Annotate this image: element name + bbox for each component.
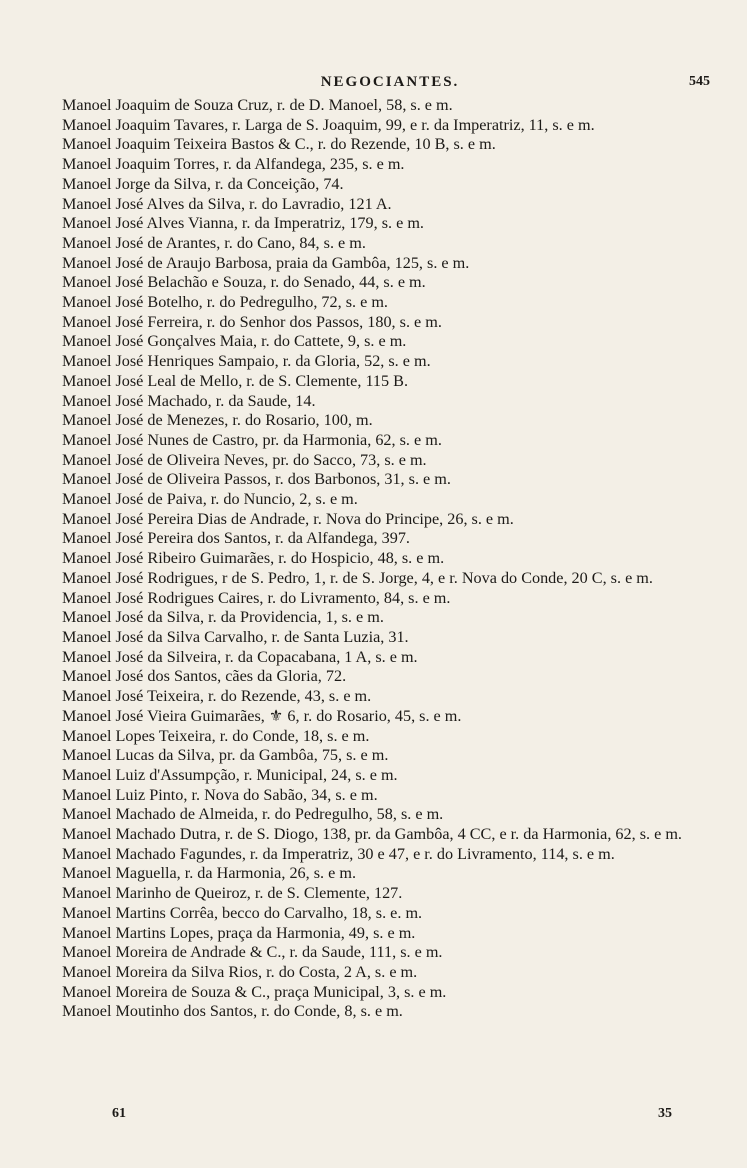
list-item: Manoel Joaquim Torres, r. da Alfandega, 235, s. e m.: [62, 155, 405, 174]
list-item: Manoel José Alves da Silva, r. do Lavradio, 121 A.: [62, 194, 392, 213]
list-item: Manoel José Nunes de Castro, pr. da Harmonia, 62, s. e m.: [62, 430, 442, 449]
list-item: Manoel José da Silveira, r. da Copacabana, 1 A, s. e m.: [62, 647, 418, 666]
list-item: Manoel José Leal de Mello, r. de S. Clemente, 115 B.: [62, 371, 409, 390]
page-header: [70, 74, 710, 96]
list-item: Manoel José Botelho, r. do Pedregulho, 72, s. e m.: [62, 293, 388, 312]
list-item: Manoel José Ribeiro Guimarães, r. do Hospicio, 48, s. e m.: [62, 549, 445, 568]
list-item: Manoel Jorge da Silva, r. da Conceição, 74.: [62, 174, 344, 193]
list-item: Manoel José Alves Vianna, r. da Imperatriz, 179, s. e m.: [62, 214, 424, 233]
list-item: Manoel Machado de Almeida, r. do Pedregulho, 58, s. e m.: [62, 805, 444, 824]
list-item: Manoel Maguella, r. da Harmonia, 26, s. e m.: [62, 864, 356, 883]
list-item: Manoel Lopes Teixeira, r. do Conde, 18, s. e m.: [62, 726, 370, 745]
list-item: Manoel José da Silva, r. da Providencia, 1, s. e m.: [62, 608, 384, 627]
list-item: Manoel Moreira de Andrade & C., r. da Saude, 111, s. e m.: [62, 943, 443, 962]
list-item: Manoel Luiz d'Assumpção, r. Municipal, 24, s. e m.: [62, 765, 398, 784]
list-item: Manoel Joaquim de Souza Cruz, r. de D. Manoel, 58, s. e m.: [62, 96, 453, 114]
list-item: Manoel José Ferreira, r. do Senhor dos Passos, 180, s. e m.: [62, 312, 442, 331]
list-item: Manoel José Henriques Sampaio, r. da Gloria, 52, s. e m.: [62, 352, 431, 371]
list-item: Manoel José Pereira Dias de Andrade, r. Nova do Principe, 26, s. e m.: [62, 509, 514, 528]
list-item: Manoel José Rodrigues, r de S. Pedro, 1, r. de S. Jorge, 4, e r. Nova do Conde, 20 C, s. e m.: [62, 568, 653, 587]
list-item: Manoel Moutinho dos Santos, r. do Conde, 8, s. e m.: [62, 1002, 403, 1021]
list-item: Manoel Moreira de Souza & C., praça Municipal, 3, s. e m.: [62, 982, 447, 1001]
list-item: Manoel Luiz Pinto, r. Nova do Sabão, 34, s. e m.: [62, 785, 378, 804]
list-item: Manoel José de Araujo Barbosa, praia da Gambôa, 125, s. e m.: [62, 253, 470, 272]
list-item: Manoel Lucas da Silva, pr. da Gambôa, 75, s. e m.: [62, 746, 389, 765]
page-number: 545: [689, 74, 710, 89]
directory-list: [62, 96, 702, 1022]
list-item: Manoel José de Oliveira Neves, pr. do Sacco, 73, s. e m.: [62, 450, 427, 469]
list-item: Manoel Moreira da Silva Rios, r. do Costa, 2 A, s. e m.: [62, 962, 418, 981]
list-item: Manoel José da Silva Carvalho, r. de Santa Luzia, 31.: [62, 627, 409, 646]
list-item: Manoel José de Menezes, r. do Rosario, 100, m.: [62, 411, 373, 430]
list-item: Manoel Martins Corrêa, becco do Carvalho, 18, s. e. m.: [62, 903, 423, 922]
footer-number: 35: [658, 1106, 672, 1121]
list-item: Manoel José Machado, r. da Saude, 14.: [62, 391, 316, 410]
list-item: Manoel José Pereira dos Santos, r. da Alfandega, 397.: [62, 529, 410, 548]
list-item: Manoel José Rodrigues Caires, r. do Livramento, 84, s. e m.: [62, 588, 451, 607]
list-item: Manoel José Vieira Guimarães, ⚜ 6, r. do Rosario, 45, s. e m.: [62, 706, 462, 725]
page-footer: [112, 1106, 672, 1126]
signature-mark: 61: [112, 1106, 126, 1121]
list-item: Manoel Joaquim Teixeira Bastos & C., r. do Rezende, 10 B, s. e m.: [62, 135, 496, 154]
list-item: Manoel Joaquim Tavares, r. Larga de S. Joaquim, 99, e r. da Imperatriz, 11, s. e m.: [62, 115, 595, 134]
list-item: Manoel José Gonçalves Maia, r. do Cattete, 9, s. e m.: [62, 332, 407, 351]
list-item: Manoel Machado Dutra, r. de S. Diogo, 138, pr. da Gambôa, 4 CC, e r. da Harmonia, 62, s. e m.: [62, 825, 682, 844]
list-item: Manoel José de Paiva, r. do Nuncio, 2, s. e m.: [62, 490, 358, 509]
list-item: Manoel José de Oliveira Passos, r. dos Barbonos, 31, s. e m.: [62, 470, 451, 489]
section-title: NEGOCIANTES.: [320, 74, 460, 90]
list-item: Manoel Marinho de Queiroz, r. de S. Clemente, 127.: [62, 884, 403, 903]
list-item: Manoel Machado Fagundes, r. da Imperatriz, 30 e 47, e r. do Livramento, 114, s. e m.: [62, 844, 615, 863]
list-item: Manoel José Belachão e Souza, r. do Senado, 44, s. e m.: [62, 273, 426, 292]
list-item: Manoel Martins Lopes, praça da Harmonia, 49, s. e m.: [62, 923, 416, 942]
list-item: Manoel José Teixeira, r. do Rezende, 43, s. e m.: [62, 687, 372, 706]
list-item: Manoel José de Arantes, r. do Cano, 84, s. e m.: [62, 233, 366, 252]
list-item: Manoel José dos Santos, cães da Gloria, 72.: [62, 667, 347, 686]
